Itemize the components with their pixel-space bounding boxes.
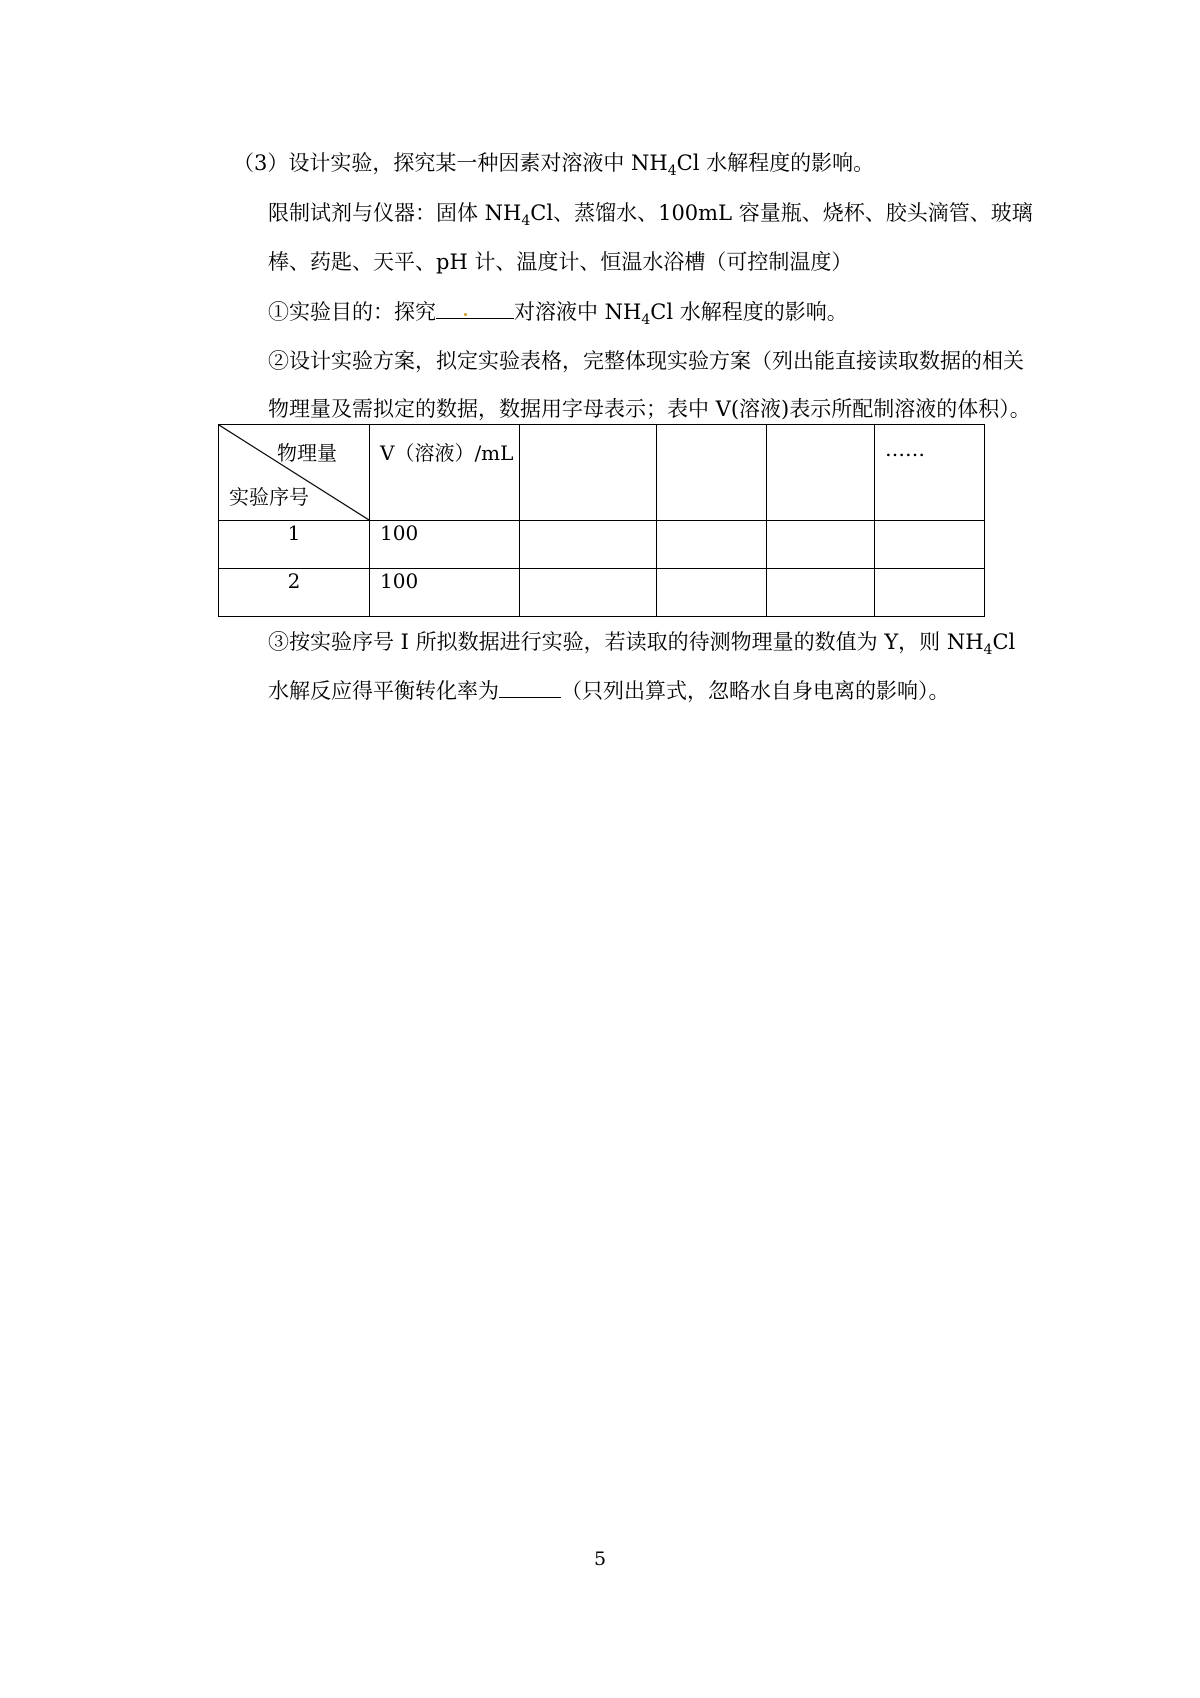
item3-subscript: 4 — [983, 642, 993, 659]
item3-text-2-pre: 水解反应得平衡转化率为 — [268, 679, 499, 703]
row-seq: 1 — [219, 521, 370, 569]
blank-dot-mark — [464, 313, 467, 316]
row-seq: 2 — [219, 569, 370, 617]
diagonal-header-cell — [219, 425, 370, 521]
header-ellipsis: …… — [885, 437, 925, 461]
row-volume: 100 — [370, 521, 520, 569]
item1-text-post: Cl 水解程度的影响。 — [650, 300, 848, 324]
item-2-line-2 — [268, 394, 1031, 424]
item3-text-post: Cl — [992, 630, 1016, 654]
header-volume: V（溶液）/mL — [380, 441, 514, 465]
row-blank-cell[interactable] — [767, 569, 875, 617]
item-1-purpose — [268, 296, 848, 327]
row-blank-cell[interactable] — [875, 521, 985, 569]
row-blank-cell[interactable] — [767, 521, 875, 569]
item1-subscript: 4 — [641, 312, 651, 329]
header-volume-cell — [370, 425, 520, 521]
reagents-subscript: 4 — [521, 213, 531, 230]
item3-text-2-post: （只列出算式，忽略水自身电离的影响）。 — [561, 679, 950, 703]
header-ellipsis-cell — [875, 425, 985, 521]
header-experiment-number: 实验序号 — [229, 485, 309, 509]
table-header-row — [219, 425, 985, 521]
intro-subscript: 4 — [667, 163, 677, 180]
row-blank-cell[interactable] — [520, 569, 657, 617]
reagents-line-2 — [268, 247, 852, 277]
header-blank-cell-2[interactable] — [657, 425, 767, 521]
item1-text-mid: 对溶液中 NH — [514, 300, 642, 324]
item-3-line-2 — [268, 675, 950, 706]
item2-text-2: 物理量及需拟定的数据，数据用字母表示；表中 V(溶液)表示所配制溶液的体积）。 — [268, 397, 1031, 421]
item-3-line-1 — [268, 627, 1015, 657]
row-blank-cell[interactable] — [875, 569, 985, 617]
row-blank-cell[interactable] — [657, 569, 767, 617]
intro-text-post: Cl 水解程度的影响。 — [676, 151, 875, 175]
reagents-text-pre: 限制试剂与仪器：固体 NH — [268, 201, 522, 225]
header-blank-cell-1[interactable] — [520, 425, 657, 521]
experiment-table — [218, 424, 985, 617]
table-row — [219, 521, 985, 569]
reagents-line-1 — [268, 198, 1033, 228]
row-blank-cell[interactable] — [520, 521, 657, 569]
header-blank-cell-3[interactable] — [767, 425, 875, 521]
reagents-text-post: Cl、蒸馏水、100mL 容量瓶、烧杯、胶头滴管、玻璃 — [530, 201, 1033, 225]
page-number: 5 — [593, 1548, 607, 1570]
row-volume: 100 — [370, 569, 520, 617]
item1-text-pre: ①实验目的：探究 — [268, 300, 436, 324]
row-blank-cell[interactable] — [657, 521, 767, 569]
table-row — [219, 569, 985, 617]
item2-text-1: ②设计实验方案，拟定实验表格，完整体现实验方案（列出能直接读取数据的相关 — [268, 349, 1024, 373]
header-physical-quantity: 物理量 — [277, 441, 337, 465]
item3-text-pre: ③按实验序号 I 所拟数据进行实验，若读取的待测物理量的数值为 Y，则 NH — [268, 630, 984, 654]
answer-blank-1[interactable] — [436, 296, 514, 319]
intro-text-pre: （3）设计实验，探究某一种因素对溶液中 NH — [233, 151, 668, 175]
reagents-text-2: 棒、药匙、天平、pH 计、温度计、恒温水浴槽（可控制温度） — [268, 250, 853, 274]
answer-blank-2[interactable] — [499, 675, 561, 698]
item-2-line-1 — [268, 346, 1024, 376]
question-3-intro — [233, 148, 874, 178]
